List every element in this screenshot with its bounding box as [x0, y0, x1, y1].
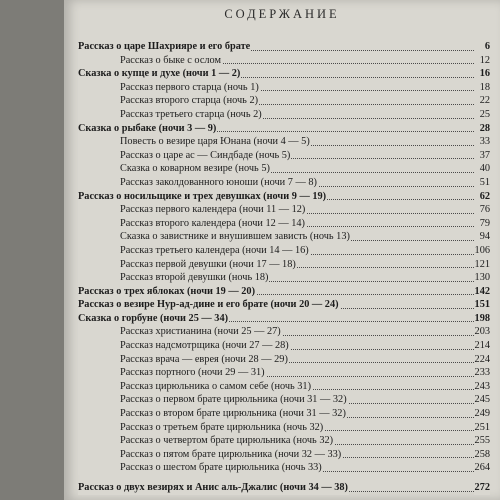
toc-entry-page-number: 245	[474, 394, 490, 406]
toc-entry-title: Рассказ цирюльника о самом себе (ночь 31)	[78, 380, 312, 394]
toc-entry	[78, 122, 500, 136]
toc-entry-title: Сказка о рыбаке (ночи 3 — 9)	[78, 122, 217, 134]
toc-entry	[78, 244, 500, 258]
toc-entry-page-number: 16	[479, 68, 490, 80]
toc-entry-page-number: 258	[474, 448, 490, 460]
toc-entry-page-number: 233	[474, 367, 490, 379]
toc-entry	[78, 162, 500, 176]
toc-entry	[78, 448, 500, 462]
toc-entry-title: Сказка о коварном везире (ночь 5)	[78, 162, 271, 176]
toc-entry-title: Рассказ о носильщике и трех девушках (ночи 9 — 19)	[78, 190, 327, 202]
toc-entry-title: Рассказ надсмотрщика (ночи 27 — 28)	[78, 339, 290, 353]
toc-entry-page-number: 249	[474, 408, 490, 420]
toc-entry-title: Рассказ второго старца (ночь 2)	[78, 94, 259, 108]
toc-entry-title: Рассказ третьего календера (ночи 14 — 16)	[78, 244, 310, 258]
toc-entry-title: Рассказ заколдованного юноши (ночи 7 — 8)	[78, 176, 318, 190]
toc-entry-page-number: 121	[474, 258, 490, 270]
toc-entry-title: Рассказ о четвертом брате цирюльника (ночь 32)	[78, 434, 334, 448]
toc-entry	[78, 190, 500, 204]
toc-entry	[78, 421, 500, 435]
toc-entry-title: Рассказ о втором брате цирюльника (ночи 31 — 32)	[78, 407, 347, 421]
toc-entry	[78, 67, 500, 81]
toc-entry-page-number: 198	[474, 312, 490, 324]
toc-entry-title: Рассказ о третьем брате цирюльника (ночь 32)	[78, 421, 324, 435]
toc-entry-page-number: 264	[474, 462, 490, 474]
toc-entry-title: Рассказ о царе Шахрияре и его брате	[78, 41, 251, 52]
toc-entry	[78, 481, 500, 495]
toc-entry-title: Повесть о везире царя Юнана (ночи 4 — 5)	[78, 135, 311, 149]
toc-entry	[78, 325, 500, 339]
toc-entry-page-number: 6	[484, 41, 490, 52]
toc-entry-page-number: 33	[479, 136, 490, 148]
toc-entry-title: Рассказ первой девушки (ночи 17 — 18)	[78, 258, 297, 272]
toc-entry-page-number: 203	[474, 326, 490, 338]
toc-entry-page-number: 94	[479, 231, 490, 243]
toc-entry	[78, 108, 500, 122]
toc-entry	[78, 353, 500, 367]
toc-entry-title: Рассказ о шестом брате цирюльника (ночь 33)	[78, 461, 323, 475]
toc-entry	[78, 81, 500, 95]
toc-entry-title: Сказка о горбуне (ночи 25 — 34)	[78, 312, 229, 324]
toc-entry	[78, 380, 500, 394]
toc-entry-title: Рассказ о двух везирях и Анис аль-Джалис (ночи 34 — 38)	[78, 482, 348, 493]
toc-entry	[78, 149, 500, 163]
toc-entry	[78, 285, 500, 299]
toc-entry-page-number: 62	[479, 190, 490, 202]
toc-entry	[78, 339, 500, 353]
toc-entry-title: Рассказ о трех яблоках (ночи 19 — 20)	[78, 285, 255, 297]
page-title: СОДЕРЖАНИЕ	[224, 7, 340, 21]
toc-entry	[78, 230, 500, 244]
toc-entry	[78, 434, 500, 448]
toc-entry-page-number: 243	[474, 380, 490, 392]
toc-entry	[78, 203, 500, 217]
toc-entry-page-number: 76	[479, 204, 490, 216]
book-page	[64, 0, 500, 500]
toc-entry	[78, 40, 500, 54]
toc-entry-page-number: 28	[479, 122, 490, 134]
toc-entry-title: Рассказ о везире Нур-ад-дине и его брате (ночи 20 — 24)	[78, 299, 339, 311]
toc-entry-title: Сказка о купце и духе (ночи 1 — 2)	[78, 68, 241, 80]
toc-entry-title: Рассказ о пятом брате цирюльника (ночи 32 — 33)	[78, 448, 342, 462]
toc-entry-page-number: 142	[474, 285, 490, 297]
toc-entry-page-number: 130	[474, 272, 490, 284]
toc-entry-title: Сказка о завистнике и внушившем зависть (ночь 13)	[78, 230, 351, 244]
toc-entry-page-number: 25	[479, 108, 490, 120]
toc-entry-page-number: 224	[474, 353, 490, 365]
toc-entry-page-number: 255	[474, 435, 490, 447]
toc-entry-page-number: 18	[479, 81, 490, 93]
toc-entry-title: Рассказ о царе ас — Синдбаде (ночь 5)	[78, 149, 291, 163]
toc-entry-page-number: 12	[479, 54, 490, 66]
toc-entry-title: Рассказ портного (ночи 29 — 31)	[78, 366, 266, 380]
toc-entry	[78, 461, 500, 475]
toc-entry	[78, 298, 500, 312]
toc-entry-page-number: 251	[474, 421, 490, 433]
toc-entry-page-number: 272	[474, 482, 490, 493]
toc-entry-title: Рассказ первого календера (ночи 11 — 12)	[78, 203, 306, 217]
toc-entry-page-number: 37	[479, 149, 490, 161]
toc-entry	[78, 407, 500, 421]
toc-entry-page-number: 22	[479, 95, 490, 107]
toc-entry	[78, 135, 500, 149]
toc-entry-page-number: 106	[474, 244, 490, 256]
toc-entry-title: Рассказ второй девушки (ночь 18)	[78, 271, 269, 285]
toc-entry	[78, 176, 500, 190]
toc-entry-title: Рассказ второго календера (ночи 12 — 14)	[78, 217, 306, 231]
toc-entry-title: Рассказ врача — еврея (ночи 28 — 29)	[78, 353, 289, 367]
toc-entry	[78, 271, 500, 285]
toc-entry-title: Рассказ христианина (ночи 25 — 27)	[78, 325, 282, 339]
toc-entry-title: Рассказ первого старца (ночь 1)	[78, 81, 260, 95]
toc-entry-page-number: 51	[479, 176, 490, 188]
toc-entry-page-number: 214	[474, 340, 490, 352]
toc-entry-title: Рассказ о быке с ослом	[78, 54, 222, 68]
toc-entry-page-number: 40	[479, 163, 490, 175]
toc-entry	[78, 217, 500, 231]
toc-entry	[78, 94, 500, 108]
toc-entry-title: Рассказ третьего старца (ночь 2)	[78, 108, 263, 122]
toc-entry	[78, 258, 500, 272]
toc-entry	[78, 366, 500, 380]
toc-entry-page-number: 151	[474, 299, 490, 311]
toc-entry	[78, 54, 500, 68]
toc-entry-page-number: 79	[479, 217, 490, 229]
table-of-contents	[78, 40, 500, 495]
toc-entry	[78, 312, 500, 326]
toc-entry-title: Рассказ о первом брате цирюльника (ночи 31 — 32)	[78, 393, 348, 407]
toc-entry	[78, 393, 500, 407]
